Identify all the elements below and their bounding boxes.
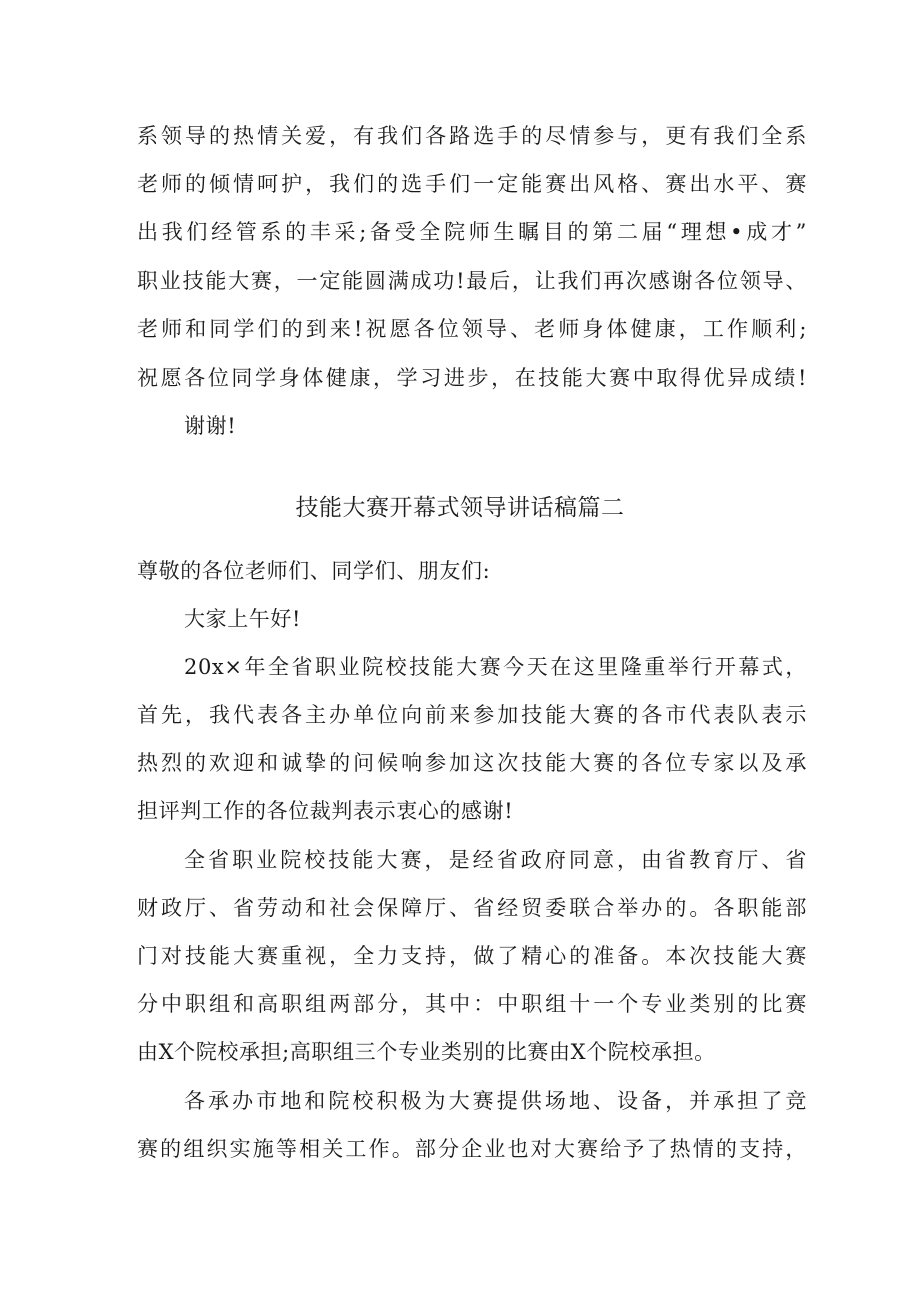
greeting: 大家上午好! bbox=[184, 607, 302, 631]
section-title: 技能大赛开幕式领导讲话稿篇二 bbox=[295, 495, 625, 521]
section1-line-5: 老师和同学们的到来!祝愿各位领导、老师身体健康，工作顺利; bbox=[137, 317, 807, 341]
para2-line-1: 全省职业院校技能大赛，是经省政府同意，由省教育厅、省 bbox=[184, 848, 807, 872]
thanks-line: 谢谢! bbox=[184, 414, 237, 438]
section1-line-4: 职业技能大赛，一定能圆满成功!最后，让我们再次感谢各位领导、 bbox=[137, 269, 807, 293]
para3-line-2: 赛的组织实施等相关工作。部分企业也对大赛给予了热情的支持， bbox=[137, 1137, 807, 1161]
para3-line-1: 各承办市地和院校积极为大赛提供场地、设备，并承担了竞 bbox=[184, 1089, 807, 1113]
para1-line-1: 20x×年全省职业院校技能大赛今天在这里隆重举行开幕式， bbox=[184, 655, 807, 679]
para1-line-2: 首先，我代表各主办单位向前来参加技能大赛的各市代表队表示 bbox=[137, 703, 807, 727]
section1-line-3: 出我们经管系的丰采;备受全院师生瞩目的第二届“理想•成才” bbox=[137, 220, 807, 244]
section1-line-2: 老师的倾情呵护，我们的选手们一定能赛出风格、赛出水平、赛 bbox=[137, 172, 807, 196]
para2-line-2: 财政厅、省劳动和社会保障厅、省经贸委联合举办的。各职能部 bbox=[137, 896, 807, 920]
salutation: 尊敬的各位老师们、同学们、朋友们: bbox=[137, 559, 491, 583]
para1-line-4: 担评判工作的各位裁判表示衷心的感谢! bbox=[137, 799, 514, 823]
para2-line-5: 由X个院校承担;高职组三个专业类别的比赛由X个院校承担。 bbox=[137, 1040, 716, 1064]
para1-line-3: 热烈的欢迎和诚挚的问候响参加这次技能大赛的各位专家以及承 bbox=[137, 751, 807, 775]
section1-line-1: 系领导的热情关爱，有我们各路选手的尽情参与，更有我们全系 bbox=[137, 124, 807, 148]
para2-line-3: 门对技能大赛重视，全力支持，做了精心的准备。本次技能大赛 bbox=[137, 944, 807, 968]
para2-line-4: 分中职组和高职组两部分，其中：中职组十一个专业类别的比赛 bbox=[137, 992, 807, 1016]
section1-line-6: 祝愿各位同学身体健康，学习进步，在技能大赛中取得优异成绩! bbox=[137, 366, 807, 390]
